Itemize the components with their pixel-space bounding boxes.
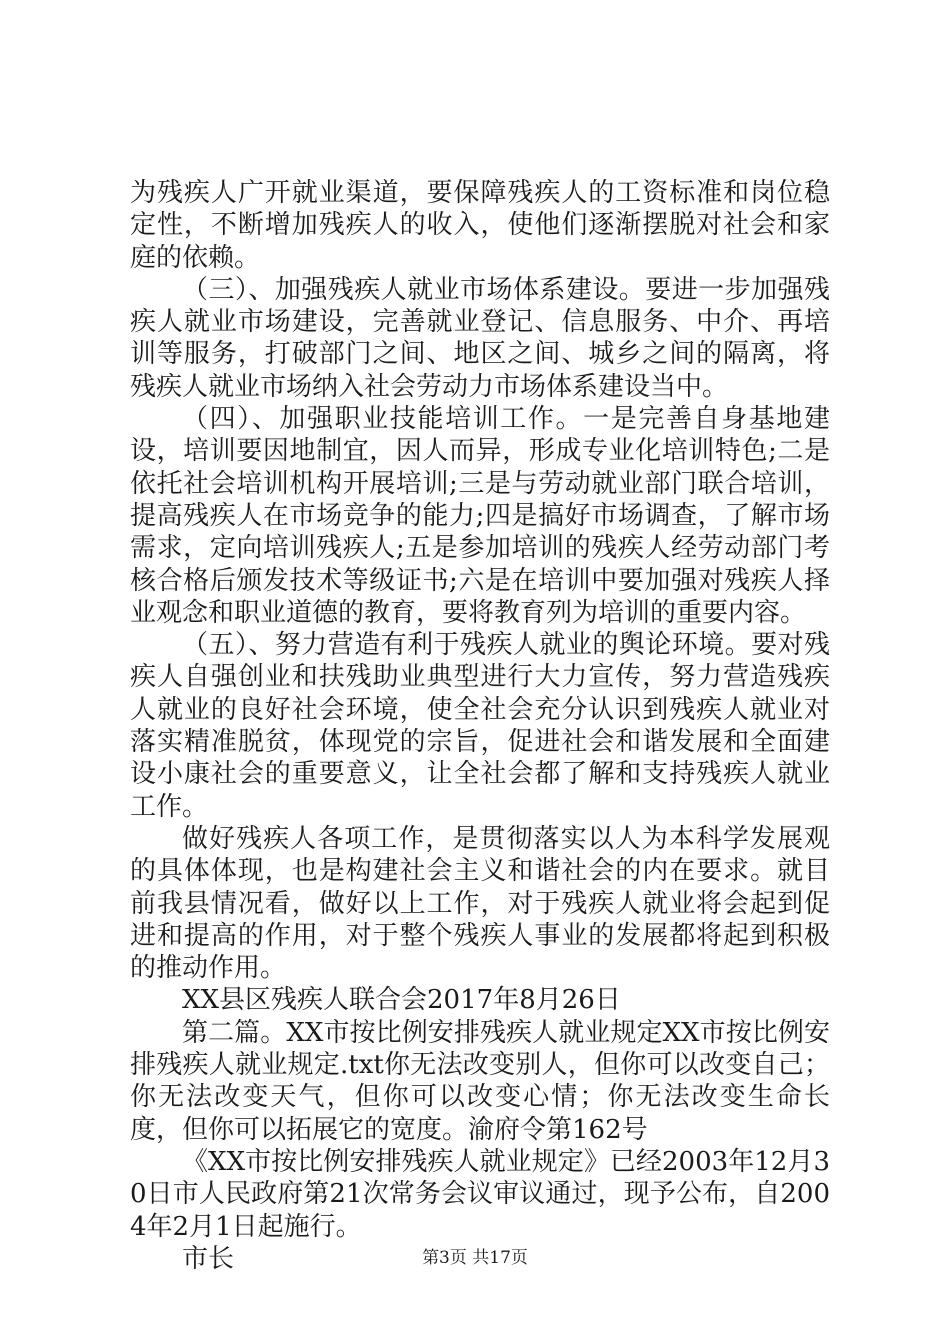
paragraph-section-4: （四）、加强职业技能培训工作。一是完善自身基地建设，培训要因地制宜，因人而异，形成专业化培训特色;二是依托社会培训机构开展培训;三是与劳动就业部门联合培训，提高残疾人在市场竞争的能力;四是搞好市场调查，了解市场需求，定向培训残疾人;五是参加培训的残疾人经劳动部门考核合格后颁发技术等级证书;六是在培训中要加强对残疾人择业观念和职业道德的教育，要将教育列为培训的重要内容。: [130, 404, 830, 628]
paragraph-summary: 做好残疾人各项工作，是贯彻落实以人为本科学发展观的具体体现，也是构建社会主义和谐社会的内在要求。就目前我县情况看，做好以上工作，对于残疾人就业将会起到促进和提高的作用，对于整个残疾人事业的发展都将起到积极的推动作用。: [130, 823, 830, 984]
paragraph-continuation: 为残疾人广开就业渠道，要保障残疾人的工资标准和岗位稳定性，不断增加残疾人的收入，使他们逐渐摆脱对社会和家庭的依赖。: [130, 178, 830, 273]
paragraph-mayor: 市长: [182, 1243, 235, 1274]
paragraph-regulation-notice: 《XX市按比例安排残疾人就业规定》已经2003年12月30日市人民政府第21次常务会议审议通过，现予公布，自2004年2月1日起施行。: [130, 1146, 830, 1242]
paragraph-section-5: （五）、努力营造有利于残疾人就业的舆论环境。要对残疾人自强创业和扶残助业典型进行大力宣传，努力营造残疾人就业的良好社会环境，使全社会充分认识到残疾人就业对落实精准脱贫，体现党的宗旨，促进社会和谐发展和全面建设小康社会的重要意义，让全社会都了解和支持残疾人就业工作。: [130, 630, 830, 822]
paragraph-part-two: 第二篇。XX市按比例安排残疾人就业规定XX市按比例安排残疾人就业规定.txt你无法改变别人，但你可以改变自己；你无法改变天气，但你可以改变心情；你无法改变生命长度，但你可以拓展它的宽度。渝府令第162号: [130, 1017, 830, 1145]
document-body: [130, 177, 830, 1275]
page-number-footer: 第3页 共17页: [422, 1248, 528, 1268]
paragraph-section-3: （三）、加强残疾人就业市场体系建设。要进一步加强残疾人就业市场建设，完善就业登记、信息服务、中介、再培训等服务，打破部门之间、地区之间、城乡之间的隔离，将残疾人就业市场纳入社会劳动力市场体系建设当中。: [130, 274, 830, 402]
signature-line: XX县区残疾人联合会2017年8月26日: [182, 985, 621, 1016]
